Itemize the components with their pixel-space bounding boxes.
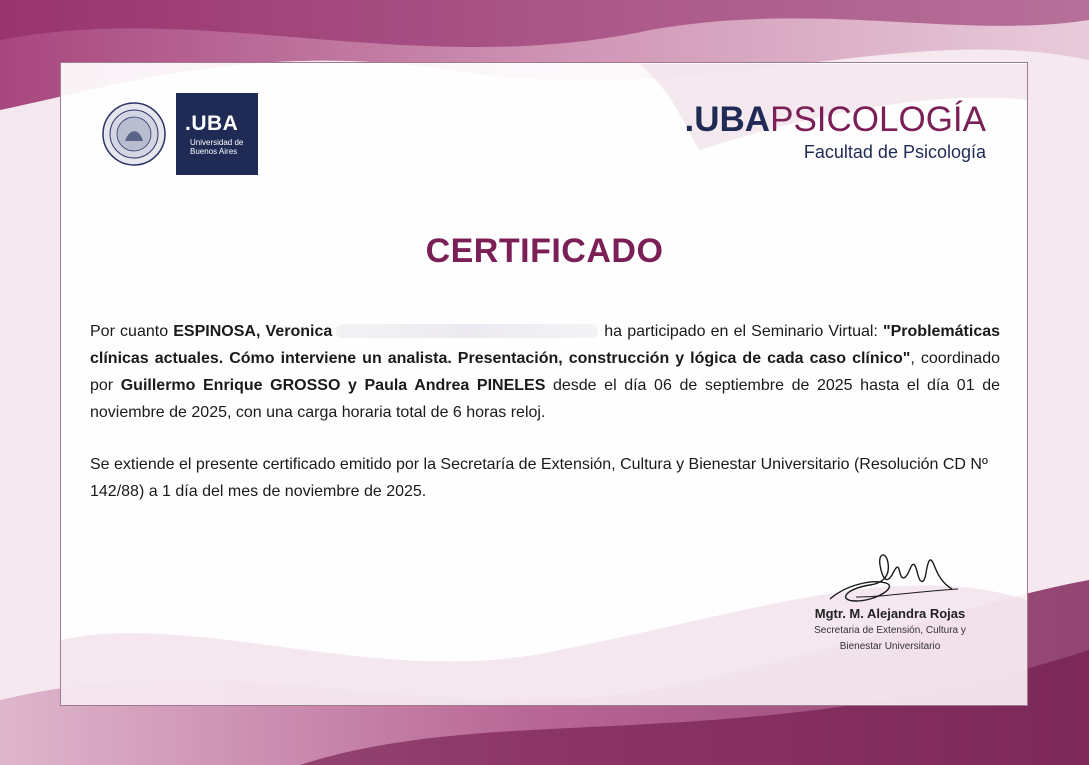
signer-name: Mgtr. M. Alejandra Rojas	[814, 606, 966, 621]
signer-role	[760, 623, 1020, 655]
redacted-area	[336, 324, 598, 338]
body-text: desde el día 06 de septiembre de 2025 hasta el día 01 de noviembre de 2025, con una carga horaria total de 6 horas reloj.	[90, 377, 1000, 421]
uba-psicologia-logo	[685, 100, 986, 163]
page-title: CERTIFICADO	[425, 232, 664, 270]
brand-uba: .UBA	[684, 100, 771, 139]
recipient-name: ESPINOSA, Veronica	[173, 323, 333, 340]
uba-logo-subtext	[190, 138, 243, 156]
uba-logo-text: .UBA	[185, 112, 239, 135]
uba-logo-subtext-1: Universidad de	[190, 138, 244, 147]
uba-logo-subtext-2: Buenos Aires	[190, 147, 238, 156]
body-text: , coordinado por	[90, 350, 1000, 394]
university-seal-icon	[101, 101, 167, 167]
body-text: ha participado en el Seminario Virtual:	[604, 323, 878, 340]
signature-image	[826, 545, 966, 607]
certificate-body-paragraph	[90, 318, 1000, 426]
signer-role-line-1: Secretaria de Extensión, Cultura y	[814, 625, 966, 636]
body-text: Por cuanto	[90, 323, 174, 340]
signer-block	[760, 606, 1020, 655]
seminar-title: "Problemáticas clínicas actuales. Cómo interviene un analista. Presentación, construcción y lógica de cada caso clínico"	[90, 323, 1001, 367]
uba-logo	[176, 93, 258, 175]
signer-role-line-2: Bienestar Universitario	[839, 641, 941, 652]
certificate-issue-paragraph: Se extiende el presente certificado emitido por la Secretaría de Extensión, Cultura y Bienestar Universitario (Resolución CD Nº 142/88) a 1 día del mes de noviembre de 2025.	[90, 456, 988, 500]
coordinators: Guillermo Enrique GROSSO y Paula Andrea PINELES	[120, 377, 546, 394]
brand-psicologia: PSICOLOGÍA	[770, 100, 986, 139]
brand-faculty: Facultad de Psicología	[803, 142, 986, 162]
